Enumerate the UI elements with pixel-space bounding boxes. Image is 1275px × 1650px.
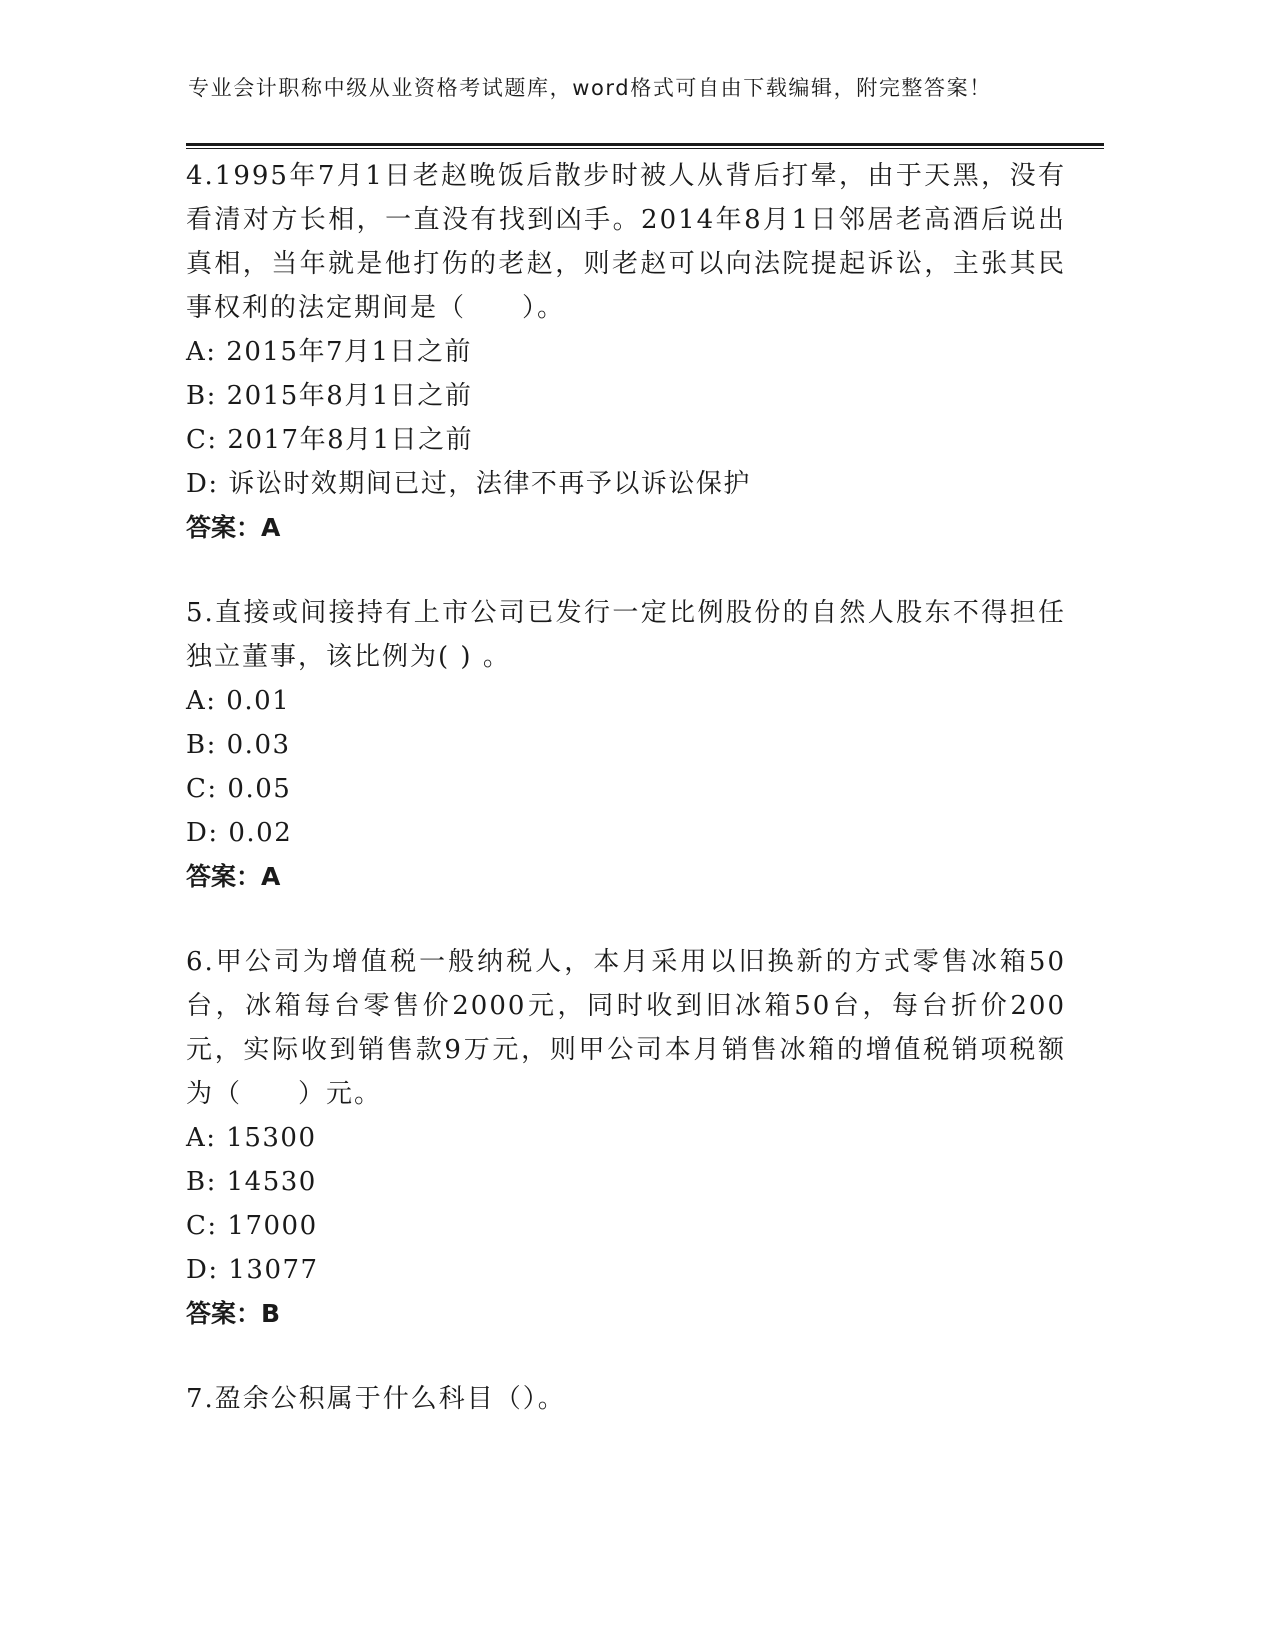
option-c: C: 2017年8月1日之前 <box>186 425 474 455</box>
option-c: C: 0.05 <box>186 774 292 804</box>
option-a: A: 15300 <box>186 1123 317 1153</box>
answer-line: 答案：B <box>186 1299 281 1328</box>
question-list <box>186 154 1066 1421</box>
question-4 <box>186 154 1066 550</box>
question-5 <box>186 591 1066 899</box>
option-b: B: 0.03 <box>186 730 291 760</box>
question-stem: 4.1995年7月1日老赵晚饭后散步时被人从背后打晕，由于天黑，没有看清对方长相，一直没有找到凶手。2014年8月1日邻居老高酒后说出真相，当年就是他打伤的老赵，则老赵可以向法院提起诉讼，主张其民事权利的法定期间是（ ）。 <box>186 161 1066 323</box>
option-b: B: 2015年8月1日之前 <box>186 381 473 411</box>
spacer <box>186 550 1066 591</box>
option-a: A: 2015年7月1日之前 <box>186 337 473 367</box>
question-stem: 5.直接或间接持有上市公司已发行一定比例股份的自然人股东不得担任独立董事，该比例为( ) 。 <box>186 598 1066 672</box>
option-d: D: 诉讼时效期间已过，法律不再予以诉讼保护 <box>186 469 751 499</box>
option-c: C: 17000 <box>186 1211 318 1241</box>
header-divider <box>186 143 1104 146</box>
page-header: 专业会计职称中级从业资格考试题库，word格式可自由下载编辑，附完整答案！ <box>188 76 992 100</box>
question-stem: 7.盈余公积属于什么科目（）。 <box>186 1384 566 1414</box>
answer-line: 答案：A <box>186 513 281 542</box>
answer-line: 答案：A <box>186 862 281 891</box>
option-d: D: 0.02 <box>186 818 293 848</box>
option-d: D: 13077 <box>186 1255 319 1285</box>
spacer <box>186 899 1066 940</box>
option-b: B: 14530 <box>186 1167 317 1197</box>
question-6 <box>186 940 1066 1336</box>
header-divider-thin <box>186 148 1104 149</box>
spacer <box>186 1336 1066 1377</box>
option-a: A: 0.01 <box>186 686 291 716</box>
question-stem: 6.甲公司为增值税一般纳税人，本月采用以旧换新的方式零售冰箱50台，冰箱每台零售价2000元，同时收到旧冰箱50台，每台折价200元，实际收到销售款9万元，则甲公司本月销售冰箱的增值税销项税额为（ ）元。 <box>186 947 1066 1109</box>
question-7 <box>186 1377 1066 1421</box>
